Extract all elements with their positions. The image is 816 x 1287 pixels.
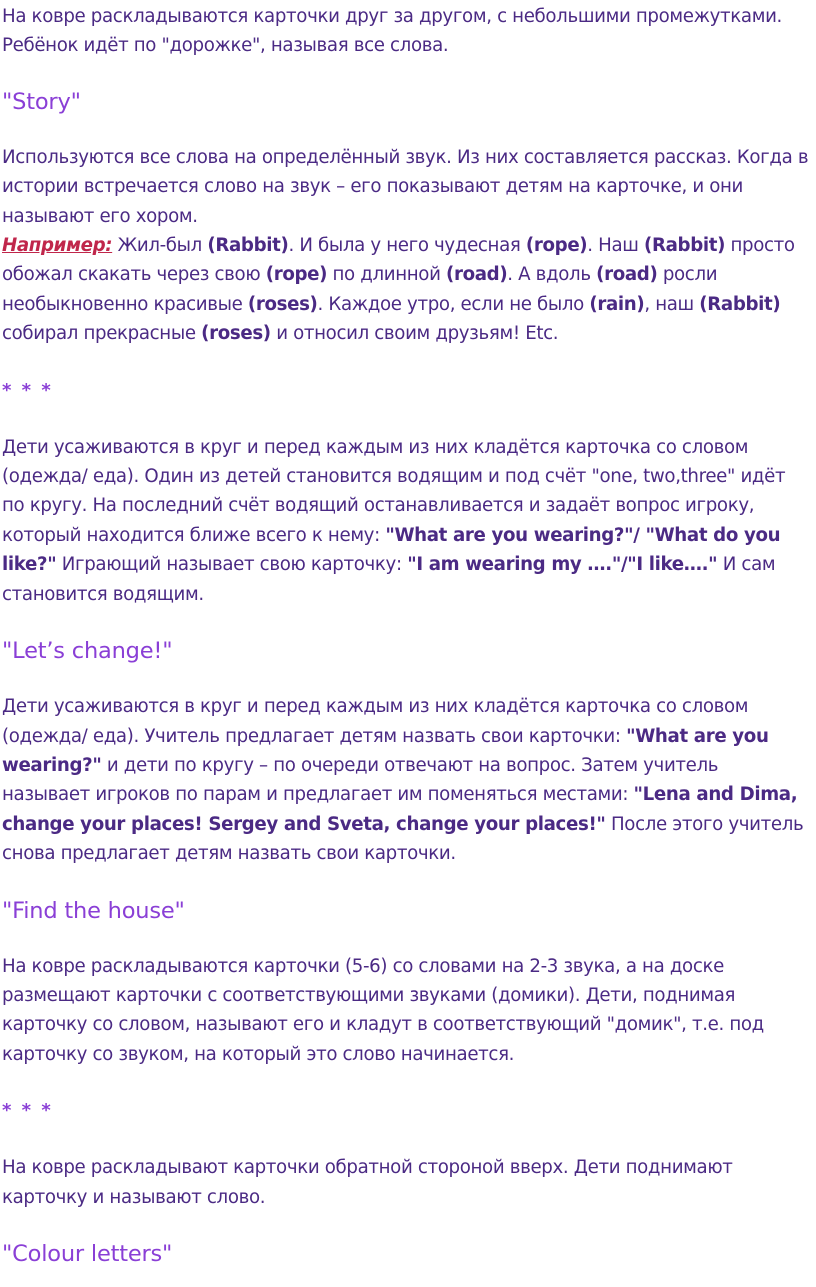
story-word: (road) [446,264,508,286]
lets-change-text: и дети по кругу – по очереди отвечают на вопрос. Затем учитель называет игроков по парам и предлагает им поменяться местами: [2,754,719,806]
story-word: (Rabbit) [699,293,781,315]
circle-game-text: Дети усаживаются в круг и перед каждым из них кладётся карточка со словом (одежда/ еда). Один из детей становится водящим и под счёт "one, two,three" идёт по кругу. На последний счёт водящий останавливается и задаёт вопрос игроку, который находится ближе всего к нему: [2,436,786,546]
story-text: просто обожал скакать через свою [2,235,795,286]
story-text: по длинной [327,264,446,286]
story-word: (rope) [265,264,328,286]
story-word: (rope) [525,235,588,257]
section-divider: * * * [2,1100,53,1122]
story-text: . И была у него чудесная [288,235,526,257]
story-word: (rain) [589,293,645,315]
section-divider: * * * [2,379,53,401]
story-word: (Rabbit) [207,235,289,257]
circle-game-text: Играющий называет свою карточку: [56,554,408,576]
story-text: Жил-был [112,235,208,257]
lets-change-question: "What are you wearing?" [2,725,769,776]
story-word: (road) [596,264,658,286]
lets-change-paragraph [2,692,810,868]
find-house-heading: "Find the house" [2,897,185,924]
story-text: собирал прекрасные [2,323,202,345]
story-description: Используются все слова на определённый звук. Из них составляется рассказ. Когда в истории встречается слово на звук – его показывают детям на карточке, и они называют его хором. [2,146,809,227]
story-example [2,231,810,349]
circle-game-answer: "I am wearing my …."/"I like…." [407,554,718,576]
lets-change-command: "Lena and Dima, change your places! Sergey and Sveta, change your places!" [2,784,798,835]
story-text: и относил своим друзьям! Etc. [270,323,559,345]
circle-game-text: И сам становится водящим. [2,554,776,605]
lets-change-heading: "Let’s change!" [2,638,173,665]
story-text: . Каждое утро, если не было [317,293,590,315]
story-text: , наш [644,293,700,315]
story-word: (Rabbit) [643,235,726,257]
colour-letters-heading: "Colour letters" [2,1240,173,1267]
find-house-paragraph: На ковре раскладываются карточки (5-6) со словами на 2-3 звука, а на доске размещают карточки с соответствующими звуками (домики). Дети, поднимая карточку со словом, называют его и кладут в соответствующий "домик", т.е. под карточку со звуком, на который это слово начинается. [2,955,764,1065]
circle-game-question: "What are you wearing?"/ "What do you like?" [2,524,781,576]
circle-game-paragraph [2,433,810,609]
story-word: (roses) [201,323,271,345]
intro-paragraph: На ковре раскладываются карточки друг за другом, с небольшими промежутками. Ребёнок идёт по "дорожке", называя все слова. [2,6,782,57]
lets-change-text: После этого учитель снова предлагает детям назвать свои карточки. [2,813,804,865]
story-text: . Наш [587,235,644,257]
flip-game-paragraph: На ковре раскладывают карточки обратной стороной вверх. Дети поднимают карточку и называют слово. [2,1157,733,1208]
story-text: . А вдоль [507,264,597,286]
story-heading: "Story" [2,88,81,115]
story-text: росли необыкновенно красивые [2,264,718,315]
example-label: Например: [2,235,113,257]
story-word: (roses) [247,293,318,315]
lets-change-text: Дети усаживаются в круг и перед каждым из них кладётся карточка со словом (одежда/ еда). Учитель предлагает детям назвать свои карточки: [2,696,749,747]
